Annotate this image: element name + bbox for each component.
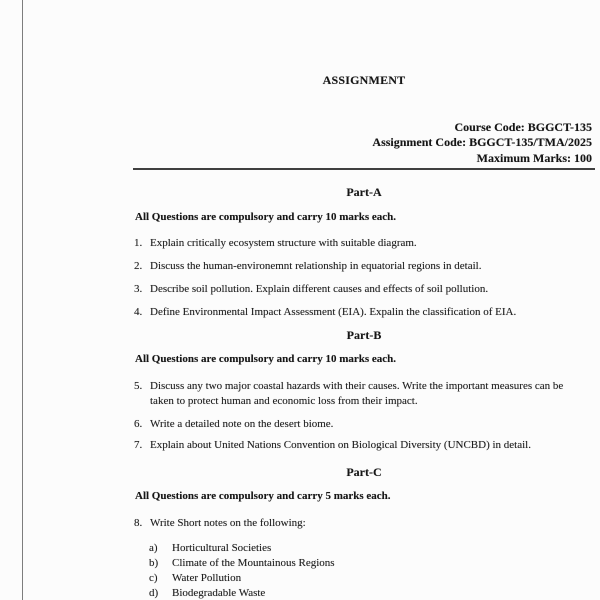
question-2-text: Discuss the human-environemnt relationship in equatorial regions in detail. <box>150 259 482 272</box>
question-7-number: 7. <box>134 438 143 451</box>
question-2 <box>133 259 595 274</box>
question-5 <box>133 379 595 409</box>
section-instruction-part-c: All Questions are compulsory and carry 5 marks each. <box>135 489 391 502</box>
document-content <box>133 0 595 600</box>
header-info-block <box>133 120 595 166</box>
subitem-c-label: c) <box>149 571 158 584</box>
question-3 <box>133 282 595 297</box>
question-2-number: 2. <box>134 259 143 272</box>
page-left-edge-line <box>22 0 23 600</box>
subitem-d-text: Biodegradable Waste <box>172 586 266 599</box>
subitem-d-label: d) <box>149 586 159 599</box>
question-7-text: Explain about United Nations Convention on Biological Diversity (UNCBD) in detail. <box>150 438 531 451</box>
question-6-number: 6. <box>134 417 143 430</box>
question-7 <box>133 438 595 453</box>
section-instruction-part-b: All Questions are compulsory and carry 10 marks each. <box>135 352 397 365</box>
subitem-a-text: Horticultural Societies <box>172 541 272 554</box>
question-1 <box>133 236 595 251</box>
subitem-a-label: a) <box>149 541 158 554</box>
question-1-text: Explain critically ecosystem structure with suitable diagram. <box>150 236 417 249</box>
question-3-number: 3. <box>134 282 143 295</box>
question-4-text: Define Environmental Impact Assessment (EIA). Expalin the classification of EIA. <box>150 305 517 318</box>
subitem-b-label: b) <box>149 556 159 569</box>
subitem-b-text: Climate of the Mountainous Regions <box>172 556 335 569</box>
document-title: ASSIGNMENT <box>322 73 406 87</box>
question-1-number: 1. <box>134 236 143 249</box>
question-4-number: 4. <box>134 305 143 318</box>
question-5-text: Discuss any two major coastal hazards with their causes. Write the important measures can be taken to protect human and economic loss from their impact. <box>150 379 564 407</box>
header-divider-rule <box>133 168 595 170</box>
assignment-code: Assignment Code: BGGCT-135/TMA/2025 <box>372 135 592 150</box>
subitem-d <box>133 586 595 600</box>
section-heading-part-b: Part-B <box>346 327 382 342</box>
section-heading-part-a: Part-A <box>346 184 382 199</box>
question-8-text: Write Short notes on the following: <box>150 516 306 529</box>
course-code: Course Code: BGGCT-135 <box>454 120 592 134</box>
question-6 <box>133 417 595 432</box>
section-instruction-part-a: All Questions are compulsory and carry 10 marks each. <box>135 210 397 223</box>
maximum-marks: Maximum Marks: 100 <box>476 150 592 165</box>
question-3-text: Describe soil pollution. Explain different causes and effects of soil pollution. <box>150 282 489 295</box>
subitem-b <box>133 556 595 571</box>
subitem-c <box>133 571 595 586</box>
section-heading-part-c: Part-C <box>346 464 382 479</box>
question-6-text: Write a detailed note on the desert biome. <box>150 417 334 430</box>
question-8-number: 8. <box>134 516 143 529</box>
question-8 <box>133 516 595 531</box>
question-5-number: 5. <box>134 379 143 392</box>
question-4 <box>133 305 595 320</box>
subitem-a <box>133 541 595 556</box>
question-8-sublist <box>133 541 595 600</box>
subitem-c-text: Water Pollution <box>172 571 242 584</box>
